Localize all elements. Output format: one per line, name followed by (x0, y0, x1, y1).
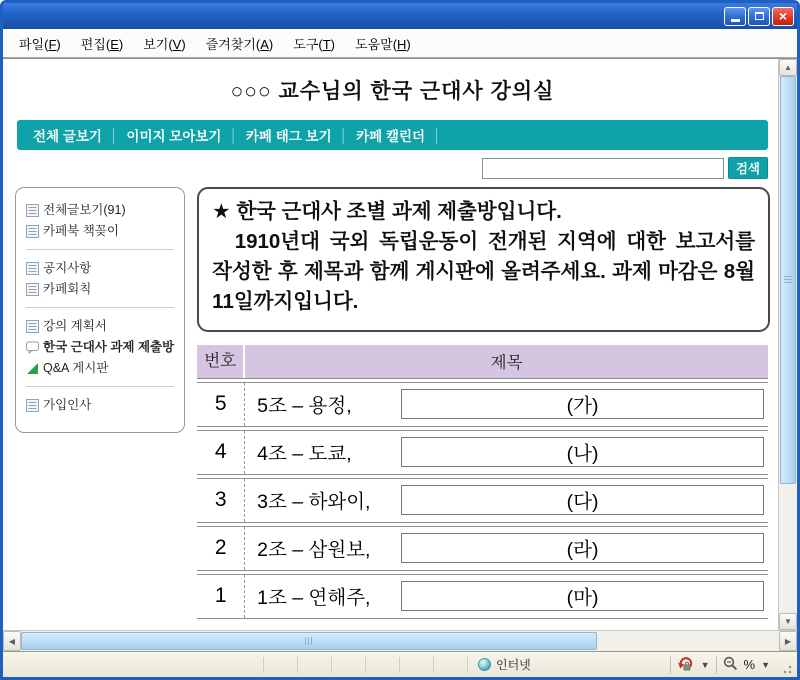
title-bar (3, 3, 797, 29)
post-table-header (197, 345, 768, 379)
resize-grip[interactable] (780, 662, 792, 674)
nav-item[interactable]: 카페 태그 보기 (245, 129, 332, 144)
cafe-nav-bar (17, 120, 768, 150)
scroll-down-button[interactable]: ▼ (779, 613, 797, 630)
doc-icon (26, 399, 39, 412)
sidebar-item[interactable] (26, 200, 178, 221)
sidebar-group (26, 386, 174, 416)
close-icon: × (778, 8, 788, 24)
zoom-dropdown[interactable]: ▼ (761, 659, 770, 670)
vertical-scroll-thumb[interactable] (780, 76, 796, 484)
post-title-blank: (가) (401, 389, 764, 419)
post-title[interactable]: 5조 – 용정, (257, 395, 352, 417)
status-cell (399, 657, 433, 673)
sidebar-item[interactable] (26, 358, 174, 379)
status-bar (3, 651, 797, 677)
doc-icon (26, 204, 39, 217)
search-button[interactable]: 검색 (728, 157, 768, 179)
minimize-button[interactable] (724, 7, 746, 26)
sidebar-group (26, 200, 178, 242)
zoom-percent-label: % (743, 657, 756, 672)
browser-viewport (3, 58, 797, 630)
menu-item[interactable]: 도구(T) (293, 36, 336, 52)
post-row (197, 382, 768, 427)
post-title-blank: (마) (401, 581, 764, 611)
doc-icon (26, 320, 39, 333)
post-title[interactable]: 2조 – 삼원보, (257, 539, 371, 561)
post-row (197, 478, 768, 523)
sidebar-item-label: 전체글보기(91) (43, 203, 126, 217)
protected-mode-icon[interactable] (677, 656, 695, 674)
notice-body: 1910년대 국외 독립운동이 전개된 지역에 대한 보고서를 작성한 후 제목과 함께 게시판에 올려주세요. 과제 마감은 8월 11일까지입니다. (212, 230, 755, 314)
post-number: 4 (197, 431, 245, 474)
close-button[interactable] (772, 7, 794, 26)
post-number: 2 (197, 527, 245, 570)
sidebar-item-label: 카페회칙 (43, 282, 92, 296)
sidebar-item[interactable] (26, 395, 174, 416)
scroll-up-button[interactable]: ▲ (779, 59, 797, 76)
search-input[interactable] (482, 158, 724, 179)
column-header-number: 번호 (197, 344, 245, 378)
doc-icon (26, 283, 39, 296)
post-table (197, 345, 768, 619)
nav-separator: │ (339, 127, 349, 143)
post-number: 1 (197, 575, 245, 618)
minimize-icon (731, 19, 740, 22)
doc-icon (26, 262, 39, 275)
doc-icon (26, 225, 39, 238)
nav-separator: │ (433, 127, 442, 143)
menu-bar (3, 29, 797, 58)
post-row (197, 526, 768, 571)
post-title[interactable]: 3조 – 하와이, (257, 491, 371, 513)
cafe-sidebar (15, 187, 185, 433)
sidebar-item-label: 가입인사 (43, 398, 92, 412)
sidebar-item-label: 공지사항 (43, 261, 92, 275)
sidebar-item-label: Q&A 게시판 (43, 361, 109, 375)
page-content (3, 59, 778, 630)
status-cell (331, 657, 365, 673)
menu-item[interactable]: 편집(E) (80, 36, 124, 52)
post-title-blank: (나) (401, 437, 764, 467)
vertical-scrollbar (778, 59, 797, 630)
status-cell (433, 657, 467, 673)
menu-item[interactable]: 도움말(H) (355, 36, 411, 52)
zone-label: 인터넷 (496, 658, 531, 672)
horizontal-scrollbar (3, 630, 797, 651)
post-title[interactable]: 1조 – 연해주, (257, 587, 371, 609)
post-title[interactable]: 4조 – 도쿄, (257, 443, 352, 465)
sidebar-item[interactable] (26, 316, 174, 337)
sidebar-group (26, 249, 174, 300)
sidebar-item[interactable] (26, 279, 174, 300)
maximize-icon (755, 12, 764, 20)
board-main (197, 187, 770, 622)
status-right-tools (670, 656, 792, 674)
security-zone (467, 657, 541, 673)
scroll-left-button[interactable]: ◀ (3, 631, 21, 651)
status-cell (263, 657, 297, 673)
sidebar-group (26, 307, 174, 379)
horizontal-scroll-track[interactable] (21, 631, 779, 651)
column-header-title: 제목 (490, 354, 523, 372)
nav-separator: │ (109, 127, 119, 143)
post-number: 3 (197, 479, 245, 522)
notice-line1: ★ 한국 근대사 조별 과제 제출방입니다. (212, 200, 562, 223)
globe-icon (478, 658, 491, 671)
sidebar-item-label: 강의 계획서 (43, 319, 107, 333)
scroll-grip-icon (784, 276, 792, 285)
status-cell (297, 657, 331, 673)
sidebar-item[interactable] (26, 221, 178, 242)
menu-item[interactable]: 파일(F) (19, 36, 61, 52)
sidebar-item[interactable] (26, 258, 174, 279)
sidebar-item[interactable] (26, 337, 174, 358)
nav-item[interactable]: 전체 글보기 (33, 129, 102, 144)
bubble-icon (26, 341, 39, 354)
zoom-magnifier-icon[interactable] (723, 656, 738, 674)
post-title-blank: (라) (401, 533, 764, 563)
main-columns (15, 187, 770, 622)
search-row (15, 157, 768, 179)
protected-mode-dropdown[interactable]: ▼ (700, 659, 710, 670)
page-title: ○○○ 교수님의 한국 근대사 강의실 (230, 80, 555, 103)
post-title-blank: (다) (401, 485, 764, 515)
sidebar-item-label: 한국 근대사 과제 제출방 (43, 340, 175, 354)
nav-item[interactable]: 카페 캘린더 (356, 129, 426, 144)
horizontal-scroll-thumb[interactable] (21, 632, 597, 650)
nav-separator: │ (229, 127, 238, 143)
post-row (197, 430, 768, 475)
vertical-scroll-track[interactable] (779, 76, 797, 613)
status-cell (365, 657, 399, 673)
sidebar-item-label: 카페북 책꽂이 (43, 224, 119, 238)
nav-item[interactable]: 이미지 모아보기 (126, 129, 222, 144)
scroll-right-button[interactable]: ▶ (779, 631, 797, 651)
scroll-grip-icon (305, 637, 314, 645)
maximize-button[interactable] (748, 7, 770, 26)
triangle-icon (26, 362, 39, 375)
notice-box (197, 187, 770, 332)
menu-item[interactable]: 즐겨찾기(A) (205, 36, 274, 52)
menu-item[interactable]: 보기(V) (143, 36, 186, 52)
post-number: 5 (197, 383, 245, 426)
post-row (197, 574, 768, 619)
